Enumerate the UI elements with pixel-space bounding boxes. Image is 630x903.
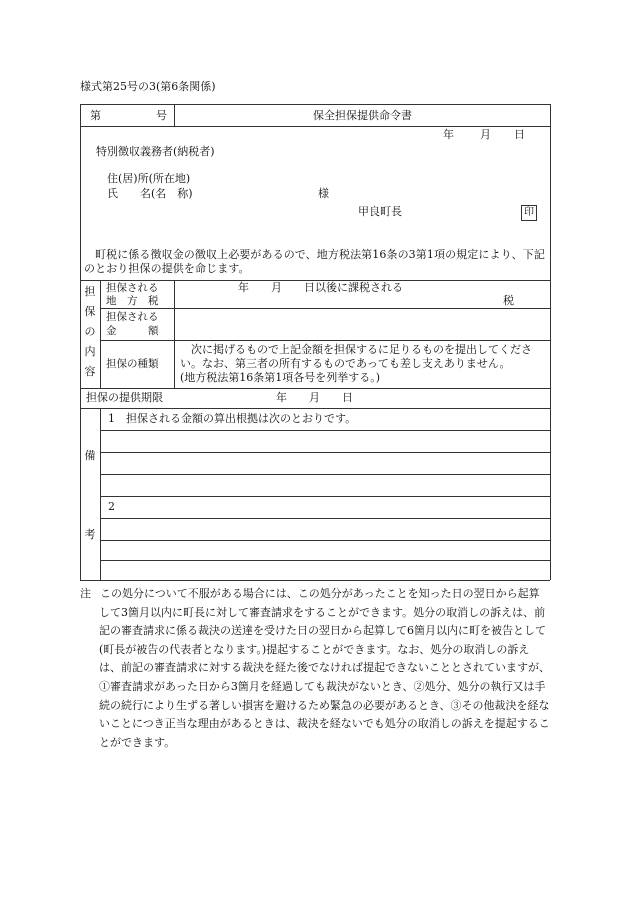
remarks-label-2: 考 [84, 528, 96, 541]
row3-label: 担保の種類 [106, 358, 159, 370]
row2-label-line2: 金 額 [106, 325, 159, 337]
note-text: この処分について不服がある場合には、この処分があったことを知った日の翌日から起算して3箇月以内に町長に対して審査請求をすることができます。処分の取消しの訴えは、前記の審査請求に係る裁決の送達を受けた日の翌日から起算して6箇月以内に町を被告として(町長が被告の代表者となります。)提起することができます。なお、処分の取消しの訴えは、前記の審査請求に対する裁決を経た後でなければ提起できないこととされていますが、①審査請求があった日から3箇月を経過しても裁決がないとき、②処分、処分の執行又は手続の続行により生ずる著しい損害を避けるため緊急の必要があるとき、③その他裁決を経ないことにつき正当な理由があるときは、裁決を経ないでも処分の取消しの訴えを提起することができます。 [99, 587, 550, 749]
date-month: 月 [480, 128, 491, 141]
seal-mark: 印 [521, 205, 537, 221]
remarks-item-2: 2 [108, 500, 115, 513]
remarks-item-1: 1 担保される金額の算出根拠は次のとおりです。 [108, 412, 357, 425]
number-label-left: 第 [90, 109, 101, 122]
date-day: 日 [514, 128, 525, 141]
row1-label-line1: 担保される [106, 282, 159, 294]
row2-label-line1: 担保される [106, 311, 159, 323]
taxpayer-label: 特別徴収義務者(納税者) [96, 145, 215, 158]
body-text: 町税に係る徴収金の徴収上必要があるので、地方税法第16条の3第1項の規定により、下記のとおり担保の提供を命じます。 [84, 248, 545, 275]
date-year: 年 [443, 128, 454, 141]
mayor-title: 甲良町長 [358, 205, 402, 218]
document-title: 保全担保提供命令書 [313, 109, 412, 122]
honorific: 様 [318, 187, 329, 200]
address-label: 住(居)所(所在地) [107, 172, 191, 185]
row3-note: (地方税法第16条第1項各号を列挙する。) [180, 371, 381, 384]
name-label: 氏 名(名 称) [107, 187, 193, 200]
row1-label-line2: 地 方 税 [106, 295, 159, 307]
form-number: 様式第25号の3(第6条関係) [80, 80, 216, 93]
row3-text: 次に掲げるもので上記金額を担保するに足りるものを提出してください。なお、第三者の所有するものであっても差し支えありません。 [180, 343, 532, 370]
number-label-right: 号 [156, 109, 167, 122]
row1-tax-suffix: 税 [503, 294, 514, 307]
content-side-label: 担 保 の 内 容 [84, 285, 96, 378]
row1-date-text: 年 月 日以後に課税される [238, 281, 403, 294]
note-prefix: 注 [80, 587, 91, 600]
deadline-label: 担保の提供期限 [86, 391, 163, 404]
deadline-date: 年 月 日 [276, 391, 353, 404]
remarks-label-1: 備 [84, 449, 96, 462]
